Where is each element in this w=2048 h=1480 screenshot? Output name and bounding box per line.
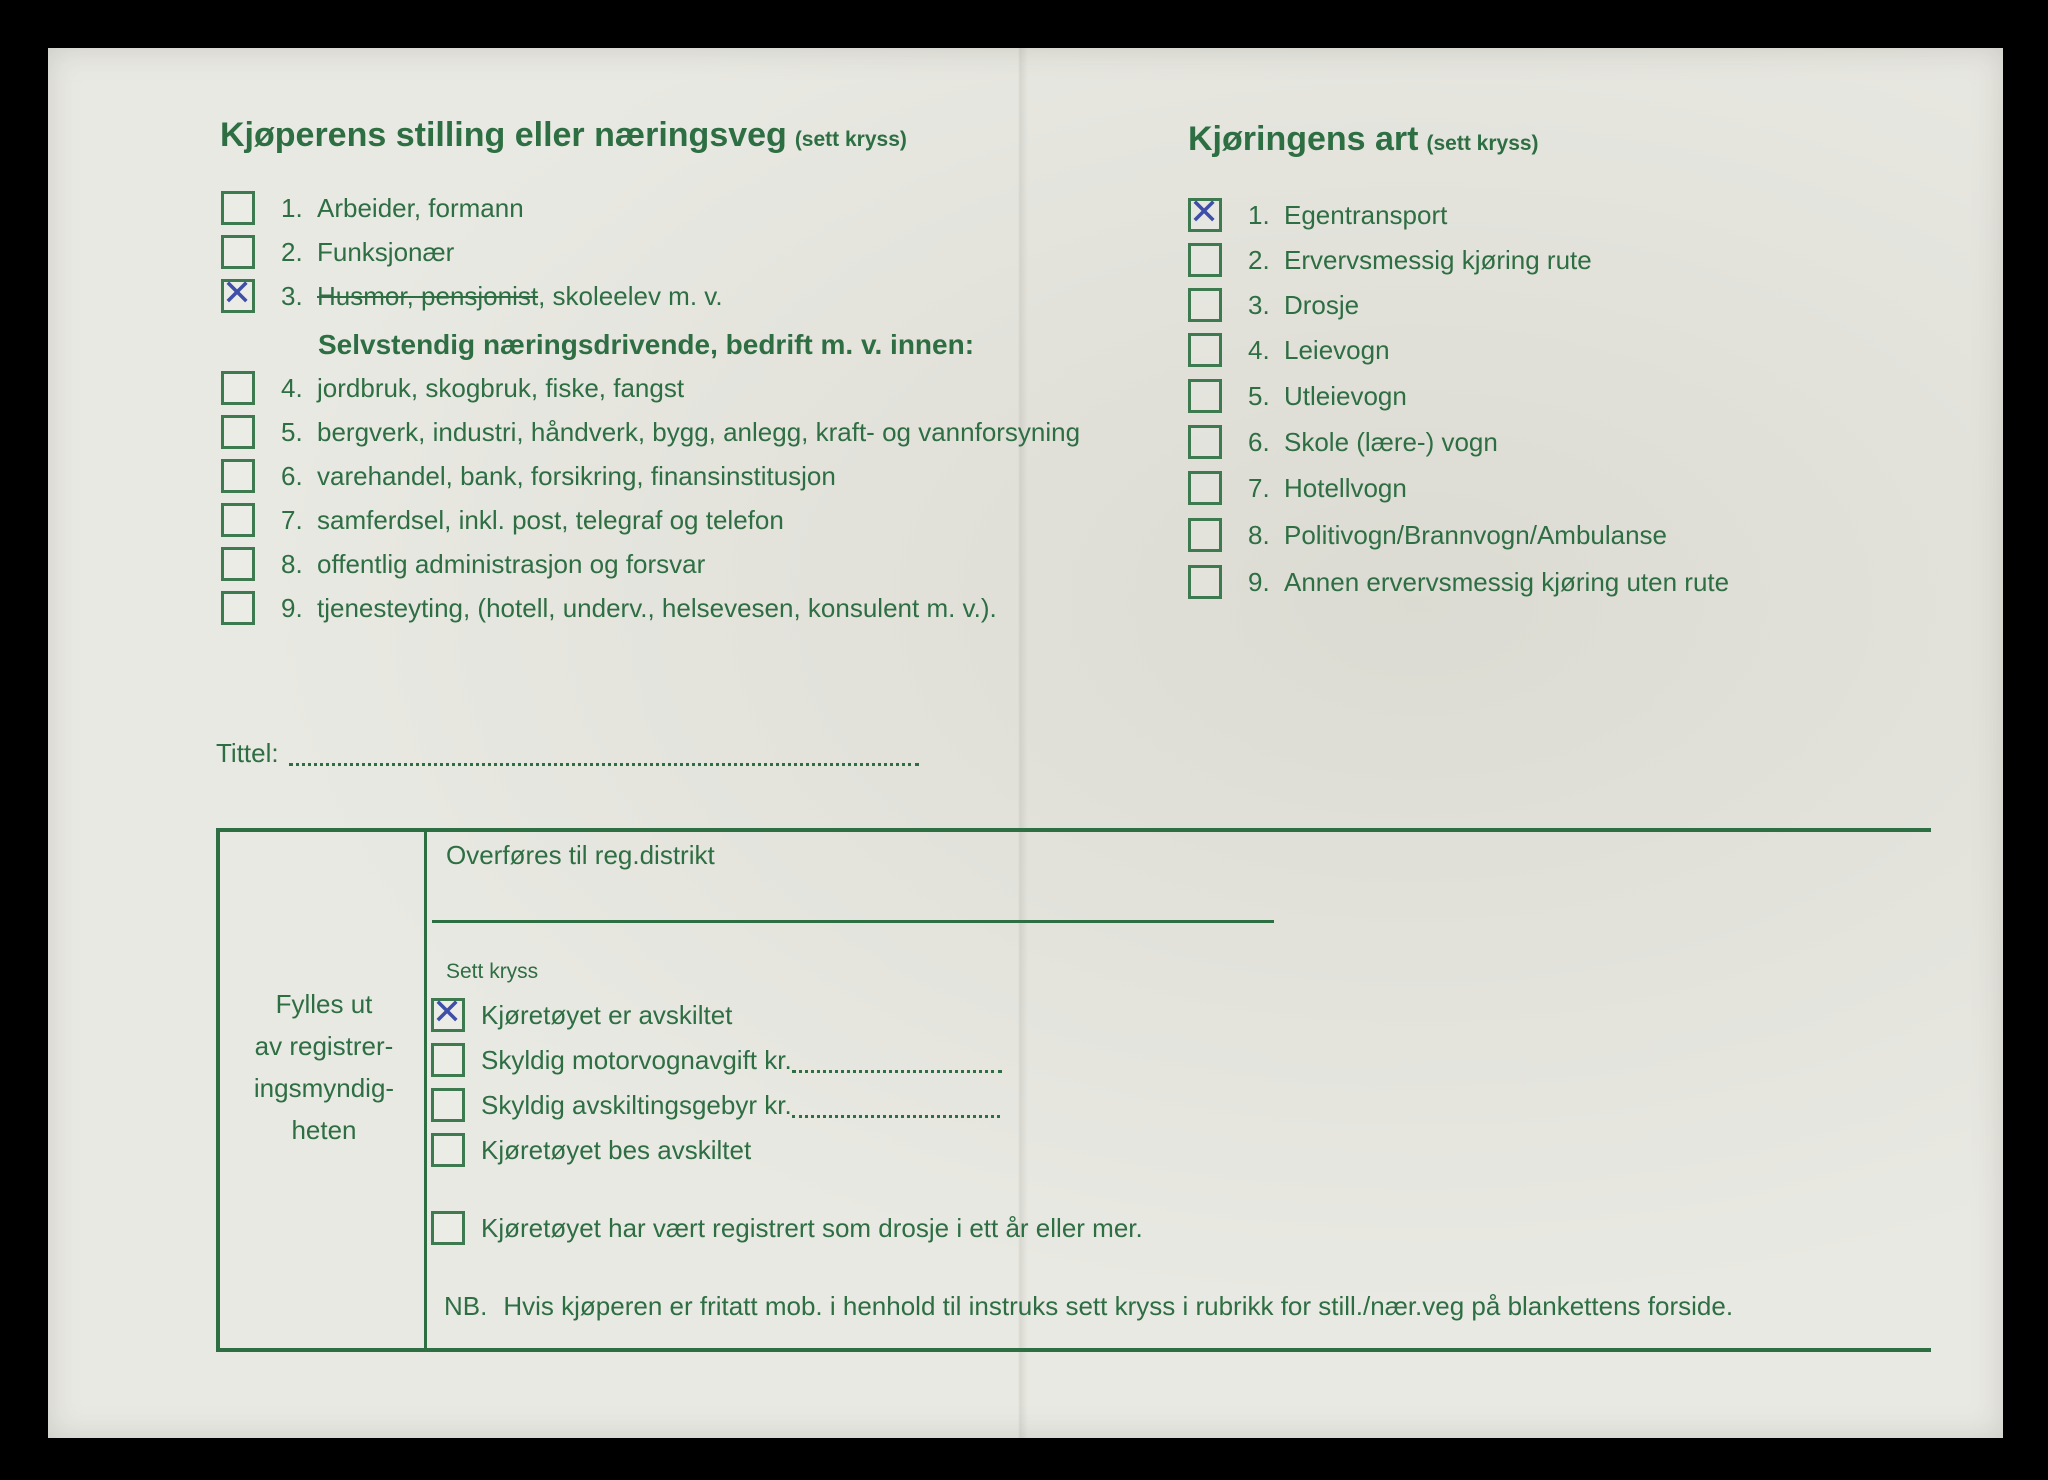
title-dotted-line[interactable] [289,741,919,766]
driving-option-8[interactable]: 8. Politivogn/Brannvogn/Ambulanse [1188,518,1667,552]
check-mark-icon: ✕ [432,992,463,1033]
fee-amount-dotted-line[interactable] [792,1093,1000,1118]
checkbox[interactable] [1188,333,1222,367]
registry-box-top-rule [216,828,1931,832]
driving-type-heading: Kjøringens art (sett kryss) [1188,120,1539,158]
buyer-occupation-heading: Kjøperens stilling eller næringsveg (sett kryss) [220,116,907,154]
checkbox[interactable] [221,191,255,225]
form-sheet [48,48,2003,1438]
driving-option-6[interactable]: 6. Skole (lære-) vogn [1188,425,1498,459]
driving-option-7[interactable]: 7. Hotellvogn [1188,471,1407,505]
checkbox[interactable] [1188,471,1222,505]
checkbox[interactable] [1188,565,1222,599]
occupation-option-2[interactable]: 2. Funksjonær [221,235,454,269]
checkbox[interactable] [221,591,255,625]
checkbox[interactable] [1188,379,1222,413]
registry-check-deregistration-fee[interactable]: Skyldig avskiltingsgebyr kr. [431,1088,1000,1122]
tax-amount-dotted-line[interactable] [792,1048,1002,1073]
driving-option-9[interactable]: 9. Annen ervervsmessig kjøring uten rute [1188,565,1729,599]
registry-box-divider [424,828,427,1352]
checkbox[interactable] [221,459,255,493]
checkbox[interactable] [221,235,255,269]
occupation-option-8[interactable]: 8. offentlig administrasjon og forsvar [221,547,705,581]
checkbox[interactable] [431,1043,465,1077]
title-field[interactable]: Tittel: [216,738,919,769]
registry-box-left-rule [216,828,220,1352]
occupation-option-1[interactable]: 1. Arbeider, formann [221,191,524,225]
checkbox-checked[interactable] [221,273,255,314]
check-mark-icon: ✕ [1189,192,1220,233]
occupation-option-4[interactable]: 4. jordbruk, skogbruk, fiske, fangst [221,371,684,405]
driving-option-1[interactable]: ✕ 1. Egentransport [1189,192,1448,233]
checkbox[interactable] [221,547,255,581]
checkbox[interactable] [221,415,255,449]
registry-check-request-deregistration[interactable]: Kjøretøyet bes avskiltet [431,1133,751,1167]
occupation-option-7[interactable]: 7. samferdsel, inkl. post, telegraf og telefon [221,503,784,537]
sett-kryss-label: Sett kryss [446,960,539,983]
checkbox[interactable] [221,371,255,405]
self-employed-subheading: Selvstendig næringsdrivende, bedrift m. v. innen: [318,329,975,360]
registry-check-vehicle-tax[interactable]: Skyldig motorvognavgift kr. [431,1043,1002,1077]
driving-option-5[interactable]: 5. Utleievogn [1188,379,1407,413]
checkbox[interactable] [1188,425,1222,459]
checkbox[interactable] [431,1211,465,1245]
driving-option-4[interactable]: 4. Leievogn [1188,333,1390,367]
checkbox[interactable] [431,1133,465,1167]
occupation-option-5[interactable]: 5. bergverk, industri, håndverk, bygg, anlegg, kraft- og vannforsyning [221,415,1080,449]
checkbox[interactable] [221,503,255,537]
checkbox[interactable] [1188,243,1222,277]
checkbox-checked[interactable] [431,992,465,1033]
occupation-option-6[interactable]: 6. varehandel, bank, forsikring, finansinstitusjon [221,459,836,493]
driving-option-3[interactable]: 3. Drosje [1188,288,1359,322]
checkbox[interactable] [1188,518,1222,552]
check-mark-icon: ✕ [222,273,253,314]
registry-authority-label: Fylles ut av registrer- ingsmyndig- heten [253,989,395,1145]
registry-check-deregistered[interactable]: ✕ Kjøretøyet er avskiltet [432,992,733,1033]
transfer-district-line[interactable] [432,920,1274,923]
registry-box-bottom-rule [216,1348,1931,1352]
registry-check-taxi[interactable]: Kjøretøyet har vært registrert som drosje i ett år eller mer. [431,1211,1143,1245]
occupation-option-3[interactable]: ✕ 3. Husmor, pensjonist , skoleelev m. v. [222,273,723,314]
nb-note: NB. Hvis kjøperen er fritatt mob. i henhold til instruks sett kryss i rubrikk for still./nær.veg på blankettens forside. [444,1291,1734,1321]
occupation-option-9[interactable]: 9. tjenesteyting, (hotell, underv., helsevesen, konsulent m. v.). [221,591,997,625]
checkbox-checked[interactable] [1188,192,1222,233]
checkbox[interactable] [431,1088,465,1122]
driving-option-2[interactable]: 2. Ervervsmessig kjøring rute [1188,243,1592,277]
transfer-district-label: Overføres til reg.distrikt [446,840,715,870]
checkbox[interactable] [1188,288,1222,322]
